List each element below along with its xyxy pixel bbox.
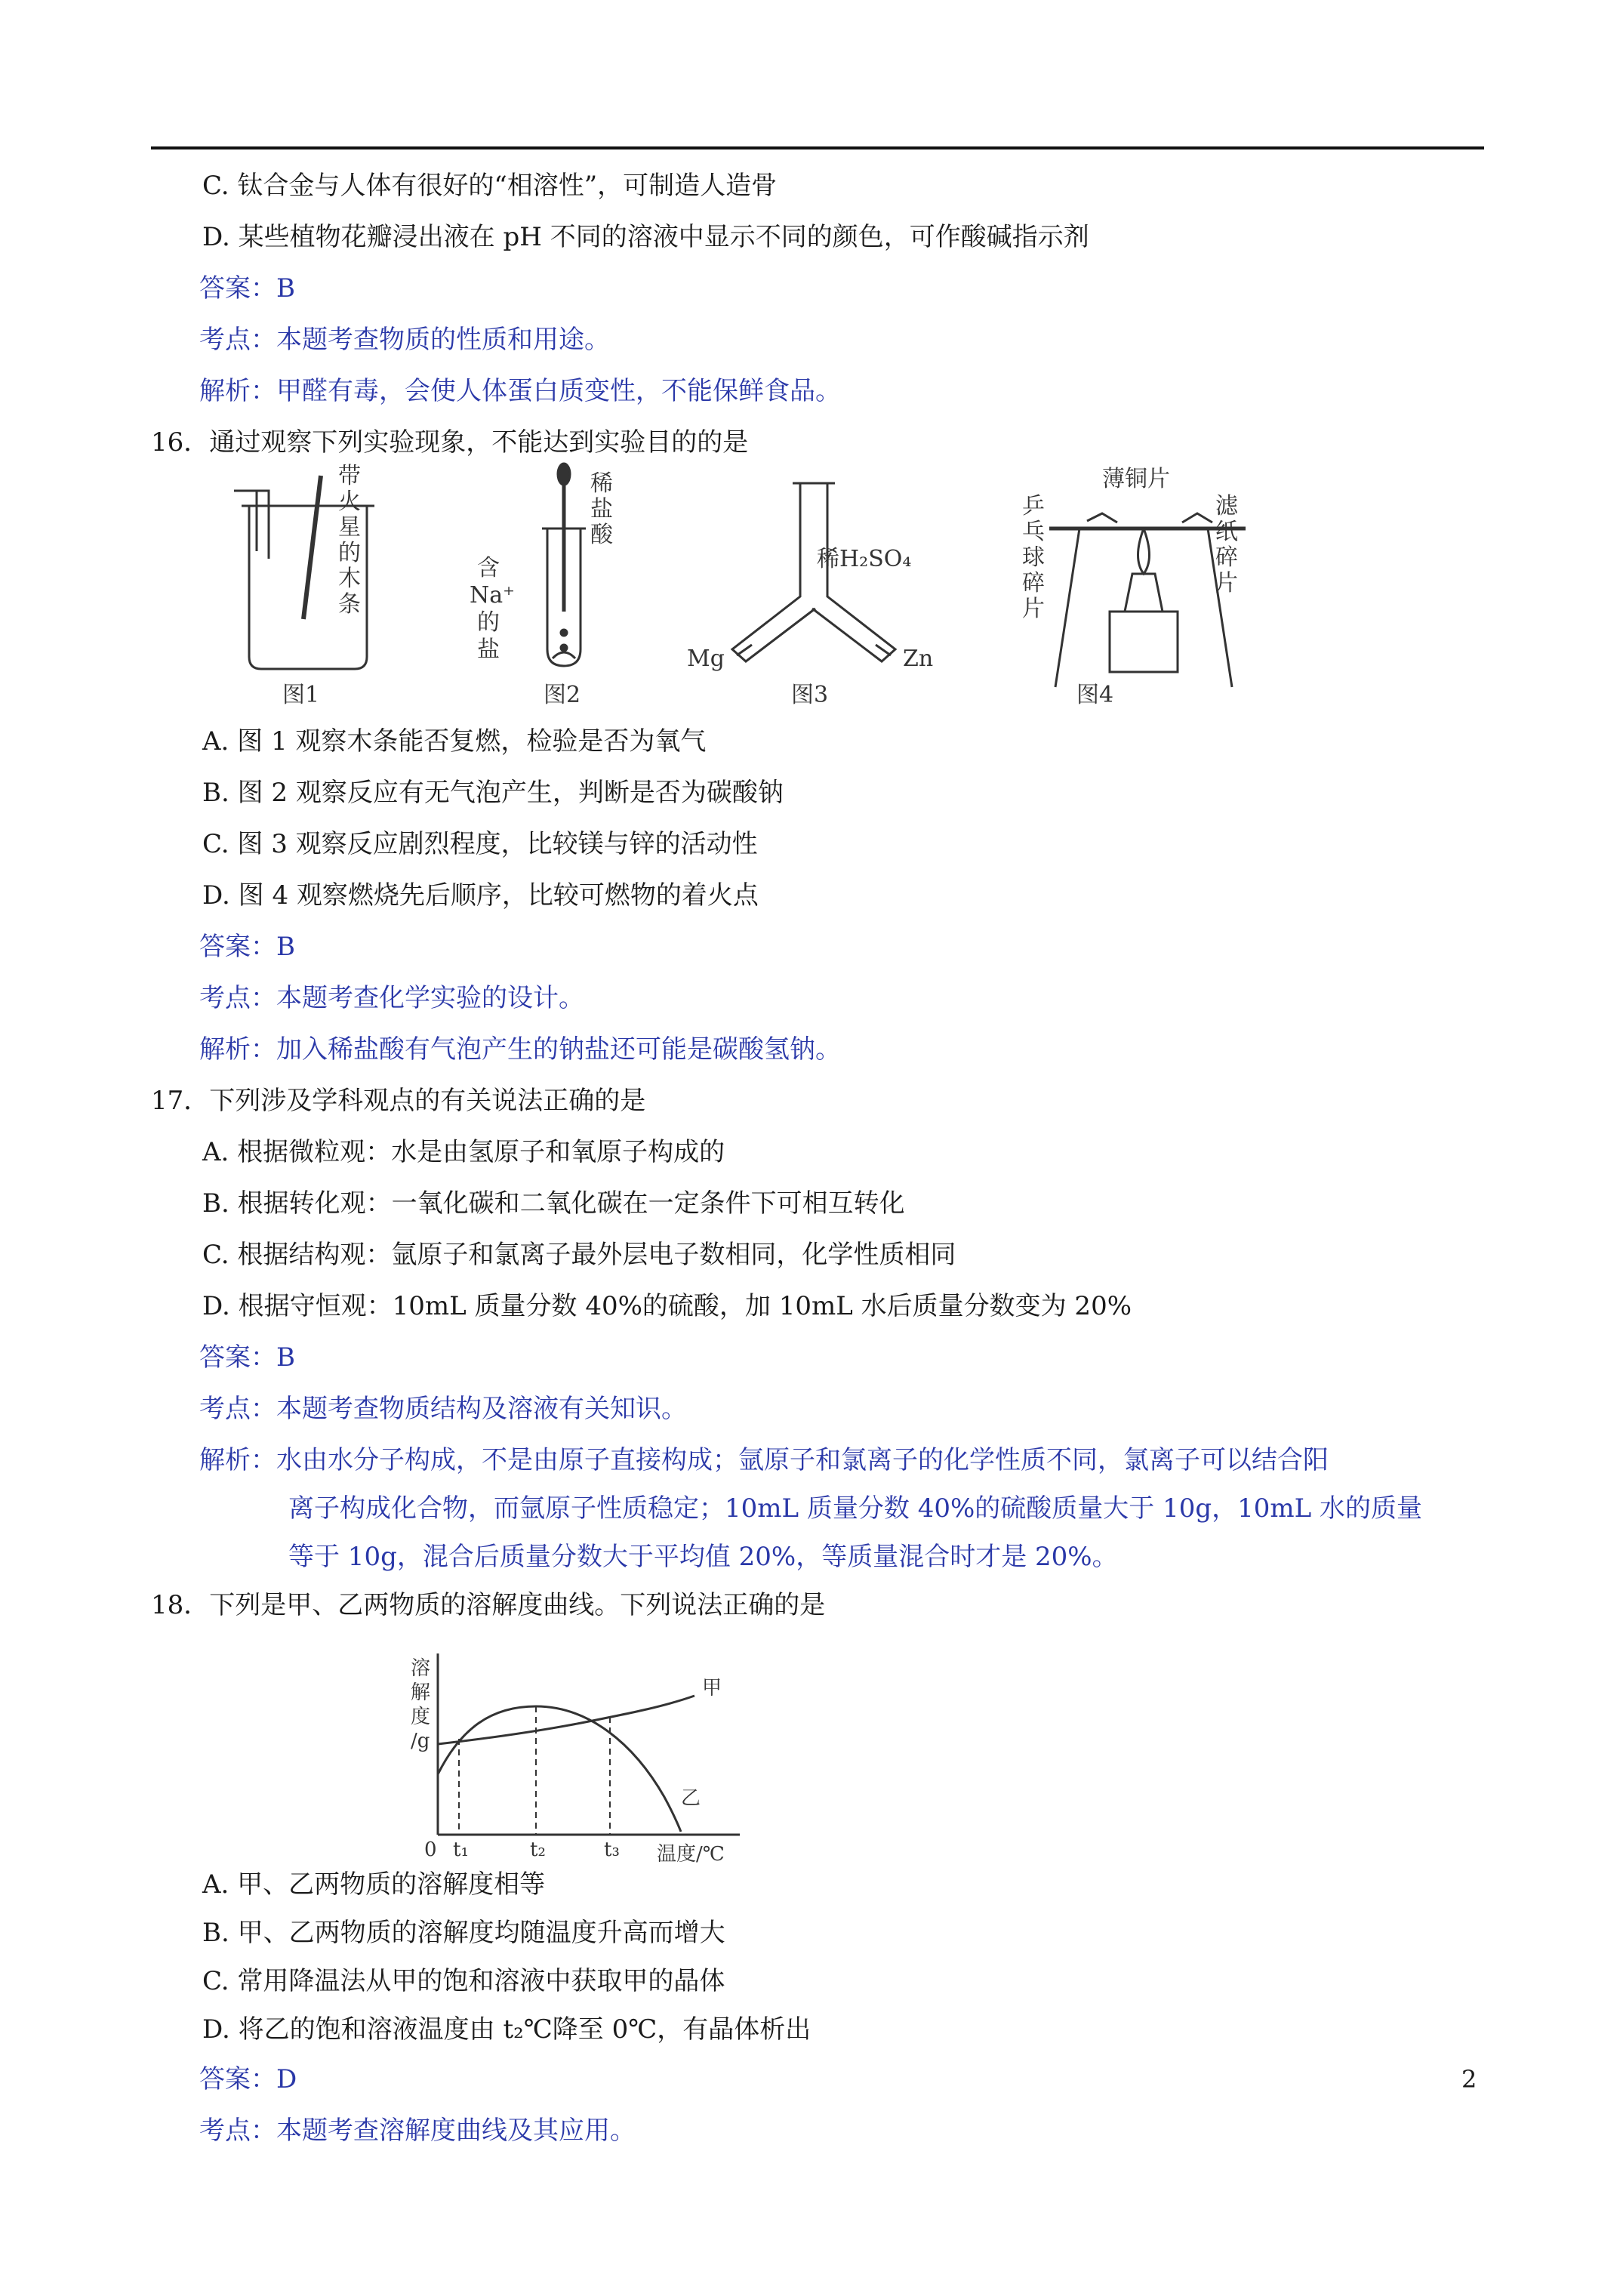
q16-option-a: A. 图 1 观察木条能否复燃，检验是否为氧气 bbox=[202, 726, 707, 757]
q17-option-d: D. 根据守恒观：10mL 质量分数 40%的硫酸，加 10mL 水后质量分数变为 20% bbox=[202, 1291, 1132, 1321]
q16-stem: 16．通过观察下列实验现象，不能达到实验目的的是 bbox=[151, 427, 749, 458]
fig4-left-label: 乒乓球碎片 bbox=[1022, 493, 1045, 622]
fig3-acid-label: 稀H₂SO₄ bbox=[817, 546, 912, 572]
curve-jia bbox=[438, 1696, 694, 1744]
q15-answer: 答案：B bbox=[199, 273, 295, 304]
graph-y-label: 溶解度/g bbox=[411, 1657, 431, 1752]
figure-3-y-tube bbox=[732, 483, 895, 661]
q15-option-c: C. 钛合金与人体有很好的“相溶性”，可制造人造骨 bbox=[202, 171, 778, 201]
q18-answer: 答案：D bbox=[199, 2064, 297, 2094]
fig4-right-label: 滤纸碎片 bbox=[1215, 493, 1238, 596]
q16-point: 考点：本题考查化学实验的设计。 bbox=[199, 983, 584, 1013]
graph-t1: t₁ bbox=[453, 1838, 469, 1861]
q18-option-d: D. 将乙的饱和溶液温度由 t₂℃降至 0℃，有晶体析出 bbox=[202, 2014, 812, 2045]
q18-stem: 18．下列是甲、乙两物质的溶解度曲线。下列说法正确的是 bbox=[151, 1590, 826, 1620]
graph-t3: t₃ bbox=[604, 1838, 620, 1861]
graph-curve-b-label: 乙 bbox=[681, 1787, 701, 1810]
q18-solubility-graph bbox=[408, 1646, 755, 1865]
fig2-label-side: 含 Na⁺的盐 bbox=[470, 555, 515, 663]
fig2-caption: 图2 bbox=[544, 682, 581, 708]
q17-analysis-line-2: 离子构成化合物，而氩原子性质稳定；10mL 质量分数 40%的硫酸质量大于 10g，10mL 水的质量 bbox=[288, 1493, 1422, 1524]
q18-option-c: C. 常用降温法从甲的饱和溶液中获取甲的晶体 bbox=[202, 1966, 725, 1996]
q18-point: 考点：本题考查溶解度曲线及其应用。 bbox=[199, 2116, 636, 2146]
fig3-caption: 图3 bbox=[791, 682, 829, 708]
q17-analysis-line-1: 解析：水由水分子构成，不是由原子直接构成；氩原子和氯离子的化学性质不同，氯离子可以结合阳 bbox=[199, 1445, 1329, 1475]
graph-origin: 0 bbox=[424, 1838, 437, 1861]
fig4-top-label: 薄铜片 bbox=[1102, 466, 1170, 492]
q18-option-a: A. 甲、乙两物质的溶解度相等 bbox=[202, 1869, 546, 1900]
fig3-left-label: Mg bbox=[687, 646, 725, 672]
q16-option-d: D. 图 4 观察燃烧先后顺序，比较可燃物的着火点 bbox=[202, 880, 759, 911]
graph-x-label: 温度/℃ bbox=[657, 1843, 725, 1865]
q15-point: 考点：本题考查物质的性质和用途。 bbox=[199, 325, 610, 355]
q17-option-c: C. 根据结构观：氩原子和氯离子最外层电子数相同，化学性质相同 bbox=[202, 1240, 956, 1270]
fig1-caption: 图1 bbox=[282, 682, 320, 708]
graph-t2: t₂ bbox=[530, 1838, 546, 1861]
q15-option-d: D. 某些植物花瓣浸出液在 pH 不同的溶液中显示不同的颜色，可作酸碱指示剂 bbox=[202, 222, 1089, 252]
q16-option-b: B. 图 2 观察反应有无气泡产生，判断是否为碳酸钠 bbox=[202, 778, 784, 808]
header-rule bbox=[151, 146, 1484, 149]
fig3-right-label: Zn bbox=[903, 646, 934, 672]
q16-option-c: C. 图 3 观察反应剧烈程度，比较镁与锌的活动性 bbox=[202, 829, 758, 859]
q17-point: 考点：本题考查物质结构及溶液有关知识。 bbox=[199, 1394, 687, 1424]
q17-option-a: A. 根据微粒观：水是由氢原子和氧原子构成的 bbox=[202, 1137, 725, 1167]
fig4-caption: 图4 bbox=[1076, 682, 1114, 708]
q18-option-b: B. 甲、乙两物质的溶解度均随温度升高而增大 bbox=[202, 1918, 725, 1948]
q17-option-b: B. 根据转化观：一氧化碳和二氧化碳在一定条件下可相互转化 bbox=[202, 1188, 905, 1219]
figure-2-test-tube bbox=[542, 464, 586, 666]
fig1-label: 带火星的木条 bbox=[338, 463, 361, 618]
q17-answer: 答案：B bbox=[199, 1342, 295, 1373]
q17-analysis-line-3: 等于 10g，混合后质量分数大于平均值 20%，等质量混合时才是 20%。 bbox=[288, 1542, 1118, 1572]
page-number: 2 bbox=[1461, 2065, 1477, 2094]
q16-answer: 答案：B bbox=[199, 932, 295, 962]
q15-analysis: 解析：甲醛有毒，会使人体蛋白质变性，不能保鲜食品。 bbox=[199, 376, 841, 406]
fig2-label-top: 稀盐酸 bbox=[590, 470, 613, 548]
q16-analysis: 解析：加入稀盐酸有气泡产生的钠盐还可能是碳酸氢钠。 bbox=[199, 1034, 841, 1065]
q16-figures bbox=[204, 461, 1246, 710]
curve-yi bbox=[438, 1706, 681, 1832]
q17-stem: 17．下列涉及学科观点的有关说法正确的是 bbox=[151, 1086, 646, 1116]
graph-curve-a-label: 甲 bbox=[702, 1677, 722, 1700]
